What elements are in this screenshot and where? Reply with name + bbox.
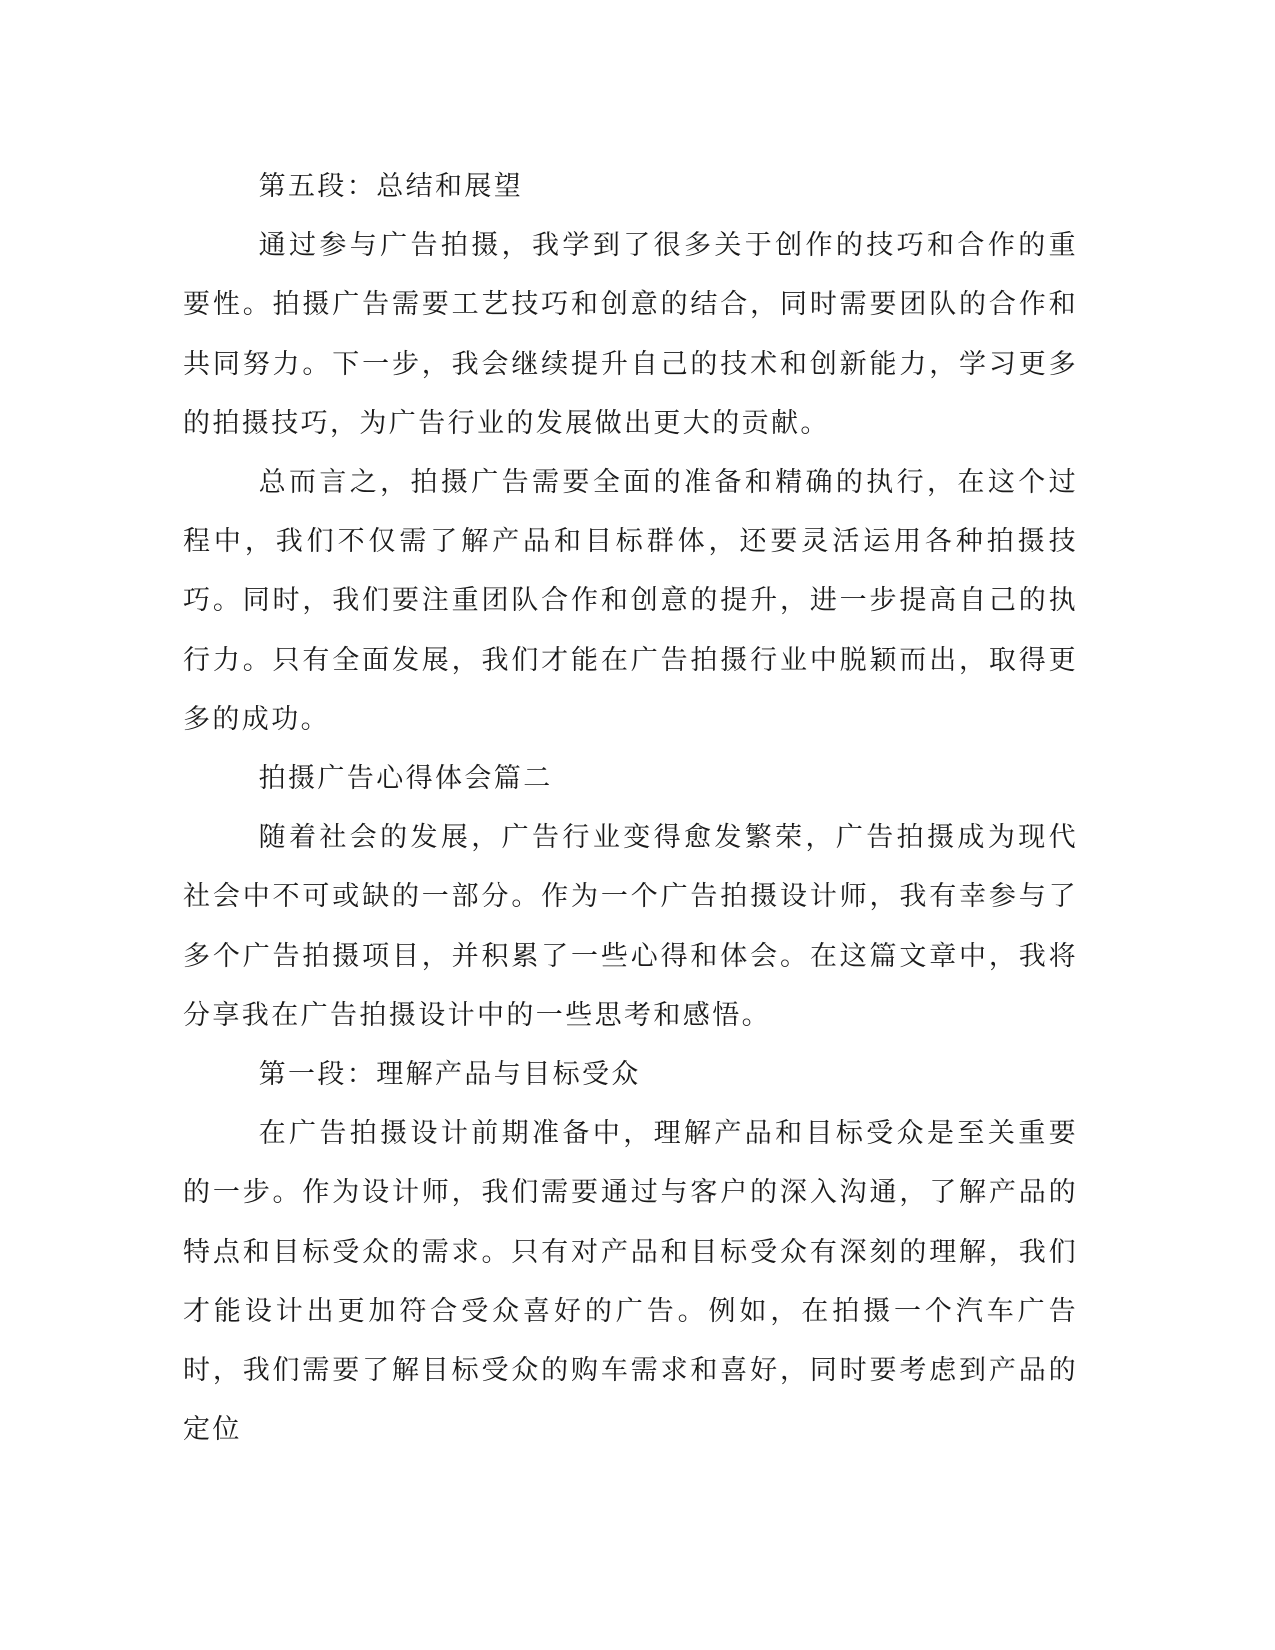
document-body bbox=[183, 157, 1078, 1459]
body-paragraph: 总而言之，拍摄广告需要全面的准备和精确的执行，在这个过程中，我们不仅需了解产品和目标群体，还要灵活运用各种拍摄技巧。同时，我们要注重团队合作和创意的提升，进一步提高自己的执行力。只有全面发展，我们才能在广告拍摄行业中脱颖而出，取得更多的成功。 bbox=[183, 467, 1078, 735]
section-heading: 第五段：总结和展望 bbox=[258, 171, 524, 202]
body-paragraph: 随着社会的发展，广告行业变得愈发繁荣，广告拍摄成为现代社会中不可或缺的一部分。作为一个广告拍摄设计师，我有幸参与了多个广告拍摄项目，并积累了一些心得和体会。在这篇文章中，我将分享我在广告拍摄设计中的一些思考和感悟。 bbox=[183, 822, 1078, 1031]
section-heading: 拍摄广告心得体会篇二 bbox=[258, 763, 553, 795]
section-heading: 第一段：理解产品与目标受众 bbox=[258, 1059, 641, 1091]
body-paragraph: 通过参与广告拍摄，我学到了很多关于创作的技巧和合作的重要性。拍摄广告需要工艺技巧和创意的结合，同时需要团队的合作和共同努力。下一步，我会继续提升自己的技术和创新能力，学习更多的拍摄技巧，为广告行业的发展做出更大的贡献。 bbox=[183, 230, 1078, 439]
body-paragraph: 在广告拍摄设计前期准备中，理解产品和目标受众是至关重要的一步。作为设计师，我们需要通过与客户的深入沟通，了解产品的特点和目标受众的需求。只有对产品和目标受众有深刻的理解，我们才能设计出更加符合受众喜好的广告。例如，在拍摄一个汽车广告时，我们需要了解目标受众的购车需求和喜好，同时要考虑到产品的定位 bbox=[183, 1118, 1078, 1446]
